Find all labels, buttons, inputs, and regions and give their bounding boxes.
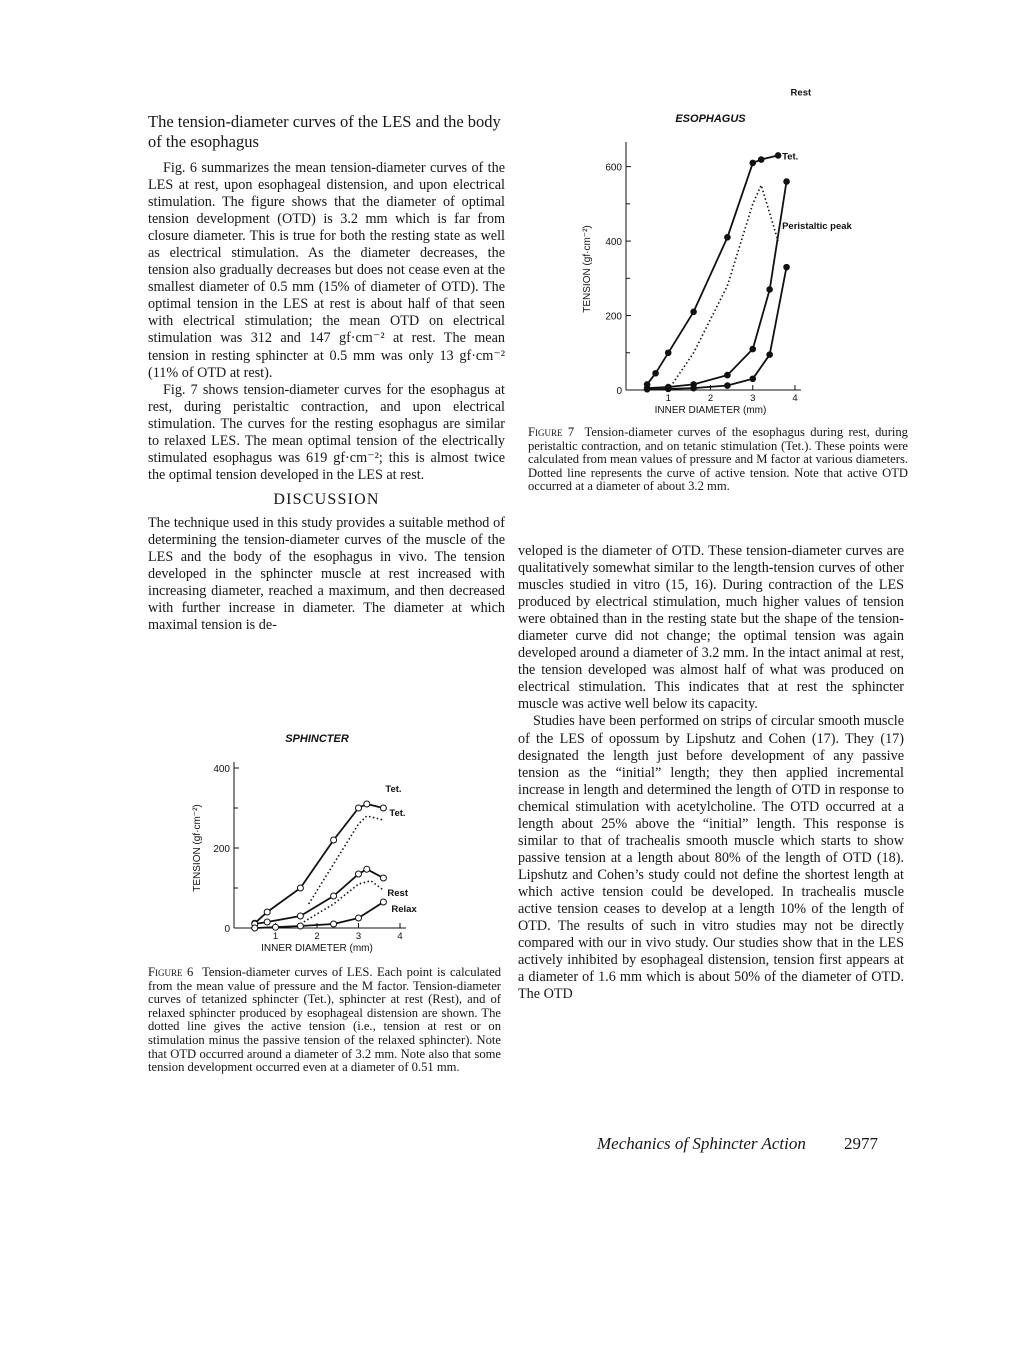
data-point: [331, 837, 337, 843]
data-point: [784, 179, 790, 185]
series-label: Rest: [790, 87, 812, 99]
data-point: [691, 309, 697, 315]
chart-title: SPHINCTER: [285, 733, 349, 745]
y-axis-label: TENSION (gf·cm⁻²): [192, 804, 203, 892]
page-number: 2977: [844, 1134, 878, 1153]
data-point: [252, 925, 258, 931]
caption-text: Tension-diameter curves of LES. Each point is calculated from the mean value of pressure and the M factor. Tension-diameter curves of tetanized sphincter (Tet.), sphincter at rest (Rest), and of relaxed sphincter produced by esophageal distension are shown. The dotted line gives the active tension (i.e., tension at rest or on stimulation minus the passive tension of the relaxed sphincter). Note that OTD occurred around a diameter of 3.2 mm. Note also that some tension development occurred even at a diameter of 0.51 mm.: [148, 965, 501, 1075]
x-axis-label: INNER DIAMETER (mm): [654, 405, 767, 416]
data-point: [665, 350, 671, 356]
series-label: Relax: [391, 904, 417, 915]
series-line: [647, 182, 786, 389]
series-label: Peristaltic peak: [782, 221, 852, 233]
y-tick-label: 400: [213, 764, 230, 775]
data-point: [767, 352, 773, 358]
data-point: [665, 386, 671, 392]
data-point: [297, 923, 303, 929]
x-tick-label: 4: [397, 931, 403, 942]
x-tick-label: 4: [792, 393, 798, 404]
series-line: [668, 185, 778, 390]
left-column: [148, 112, 505, 634]
data-point: [356, 871, 362, 877]
data-point: [331, 893, 337, 899]
data-point: [297, 885, 303, 891]
caption-label: Figure 6: [148, 965, 194, 979]
paragraph: Fig. 7 shows tension-diameter curves for the esophagus at rest, during peristaltic contraction, and upon electrical stimulation. The curves for the resting esophagus are similar to relaxed LES. The mean optimal tension of the electrically stimulated esophagus was 619 gf·cm⁻²; this is almost twice the optimal tension developed in the LES at rest.: [148, 381, 505, 483]
data-point: [644, 386, 650, 392]
x-tick-label: 1: [665, 393, 671, 404]
data-point: [380, 805, 386, 811]
series-line: [647, 267, 786, 389]
series-label: Tet.: [389, 808, 406, 819]
y-tick-label: 0: [224, 924, 230, 935]
data-point: [725, 383, 731, 389]
data-point: [364, 801, 370, 807]
x-axis-label: INNER DIAMETER (mm): [261, 943, 373, 954]
data-point: [273, 924, 279, 930]
data-point: [691, 385, 697, 391]
data-point: [331, 921, 337, 927]
data-point: [264, 909, 270, 915]
figure-6-chart: [180, 728, 450, 963]
data-point: [364, 866, 370, 872]
paragraph: veloped is the diameter of OTD. These tension-diameter curves are qualitatively somewhat similar to the length-tension curves of other muscles studied in vitro (15, 16). During contraction of the LES produced by electrical stimulation, much higher values of tension were obtained than in the resting state but the shape of the tension-diameter curve did not change; the optimal tension was again developed around a diameter of 3.2 mm. In the intact animal at rest, the tension developed was almost half of what was produced on electrical stimulation. This indicates that at rest the sphincter muscle was active well below its capacity.: [518, 543, 904, 713]
figure-6-caption: [148, 966, 501, 1075]
data-point: [297, 913, 303, 919]
y-tick-label: 400: [605, 237, 622, 249]
figure-7-caption: [528, 426, 908, 494]
paragraph: The technique used in this study provides a suitable method of determining the tension-diameter curves of the muscle of the LES and the body of the esophagus in vivo. The tension developed in the sphincter muscle at rest increased with increasing diameter, reached a maximum, and then decreased with further increase in diameter. The diameter at which maximal tension is de-: [148, 514, 505, 634]
y-tick-label: 200: [605, 311, 622, 323]
x-tick-label: 2: [707, 393, 714, 404]
data-point: [380, 875, 386, 881]
x-tick-label: 3: [355, 931, 362, 942]
series-label: Tet.: [782, 151, 799, 163]
data-point: [750, 346, 756, 352]
data-point: [767, 287, 773, 293]
y-tick-label: 200: [213, 844, 230, 855]
data-point: [784, 264, 790, 270]
x-tick-label: 2: [314, 931, 320, 942]
paragraph: Fig. 6 summarizes the mean tension-diameter curves of the LES at rest, upon esophageal distension, and upon electrical stimulation. The figure shows that the diameter of optimal tension development (OTD) is 3.2 mm which is far from closure diameter. This is true for both the resting state as well as electrical stimulation. As the diameter decreases, the tension also gradually decreases but does not cease even at the smallest diameter of 0.5 mm (15% of diameter of OTD). The optimal tension in the LES at rest is about half of that seen with electrical stimulation; the mean OTD on electrical stimulation was 312 and 147 gf·cm⁻² at rest. The mean tension in resting sphincter at 0.5 mm was only 13 gf·cm⁻² (11% of OTD at rest).: [148, 160, 505, 381]
series-line: [300, 881, 383, 924]
chart-title: ESOPHAGUS: [675, 113, 746, 125]
caption-text: Tension-diameter curves of the esophagus during rest, during peristaltic contraction, and on tetanic stimulation (Tet.). These points were calculated from mean values of pressure and M factor at various diameters. Dotted line represents the curve of active tension. Note that active OTD occurred at a diameter of about 3.2 mm.: [528, 425, 908, 494]
paragraph: Studies have been performed on strips of circular smooth muscle of the LES of opossum by Lipshutz and Cohen (17). They (17) designated the length just before development of any passive tension as the “initial” length; they then applied incremental increase in length and determined the length of OTD in response to chemical stimulation with acetylcholine. The OTD occurred at a length about 25% above the “initial” length. This response is similar to that of trachealis smooth muscle which starts to show passive tension at a length about 80% of the length of OTD (18). Lipshutz and Cohen’s study could not define the shortest length at which active tension could be developed. In trachealis muscle active tension ceases to develop at a length 10% of the length of OTD. The results of such in vitro studies may not be directly compared with our in vivo study. Our studies show that in the LES actively inhibited by esophageal distension, tension first appears at a diameter of 1.6 mm which is about 50% of the diameter of OTD. The OTD: [518, 713, 904, 1003]
x-tick-label: 1: [272, 931, 279, 942]
data-point: [725, 372, 731, 378]
y-axis-label: TENSION (gf·cm⁻²): [582, 225, 593, 313]
discussion-heading: DISCUSSION: [273, 490, 380, 508]
caption-label: Figure 7: [528, 425, 575, 439]
data-point: [750, 160, 756, 166]
x-tick-label: 3: [750, 393, 756, 404]
section-heading: The tension-diameter curves of the LES and the body of the esophagus: [148, 112, 501, 151]
right-column: [518, 543, 904, 1003]
data-point: [725, 235, 731, 241]
series-label: Rest: [387, 888, 408, 899]
data-point: [750, 376, 756, 382]
y-tick-label: 0: [616, 386, 622, 397]
data-point: [356, 915, 362, 921]
figure-7-chart: [560, 87, 880, 420]
data-point: [380, 899, 386, 905]
data-point: [356, 805, 362, 811]
data-point: [758, 157, 764, 163]
series-line: [255, 869, 384, 924]
running-title: Mechanics of Sphincter Action: [597, 1134, 806, 1153]
data-point: [264, 919, 270, 925]
series-label: Tet.: [385, 784, 402, 795]
y-tick-label: 600: [605, 162, 622, 174]
data-point: [653, 370, 659, 376]
data-point: [775, 153, 781, 159]
